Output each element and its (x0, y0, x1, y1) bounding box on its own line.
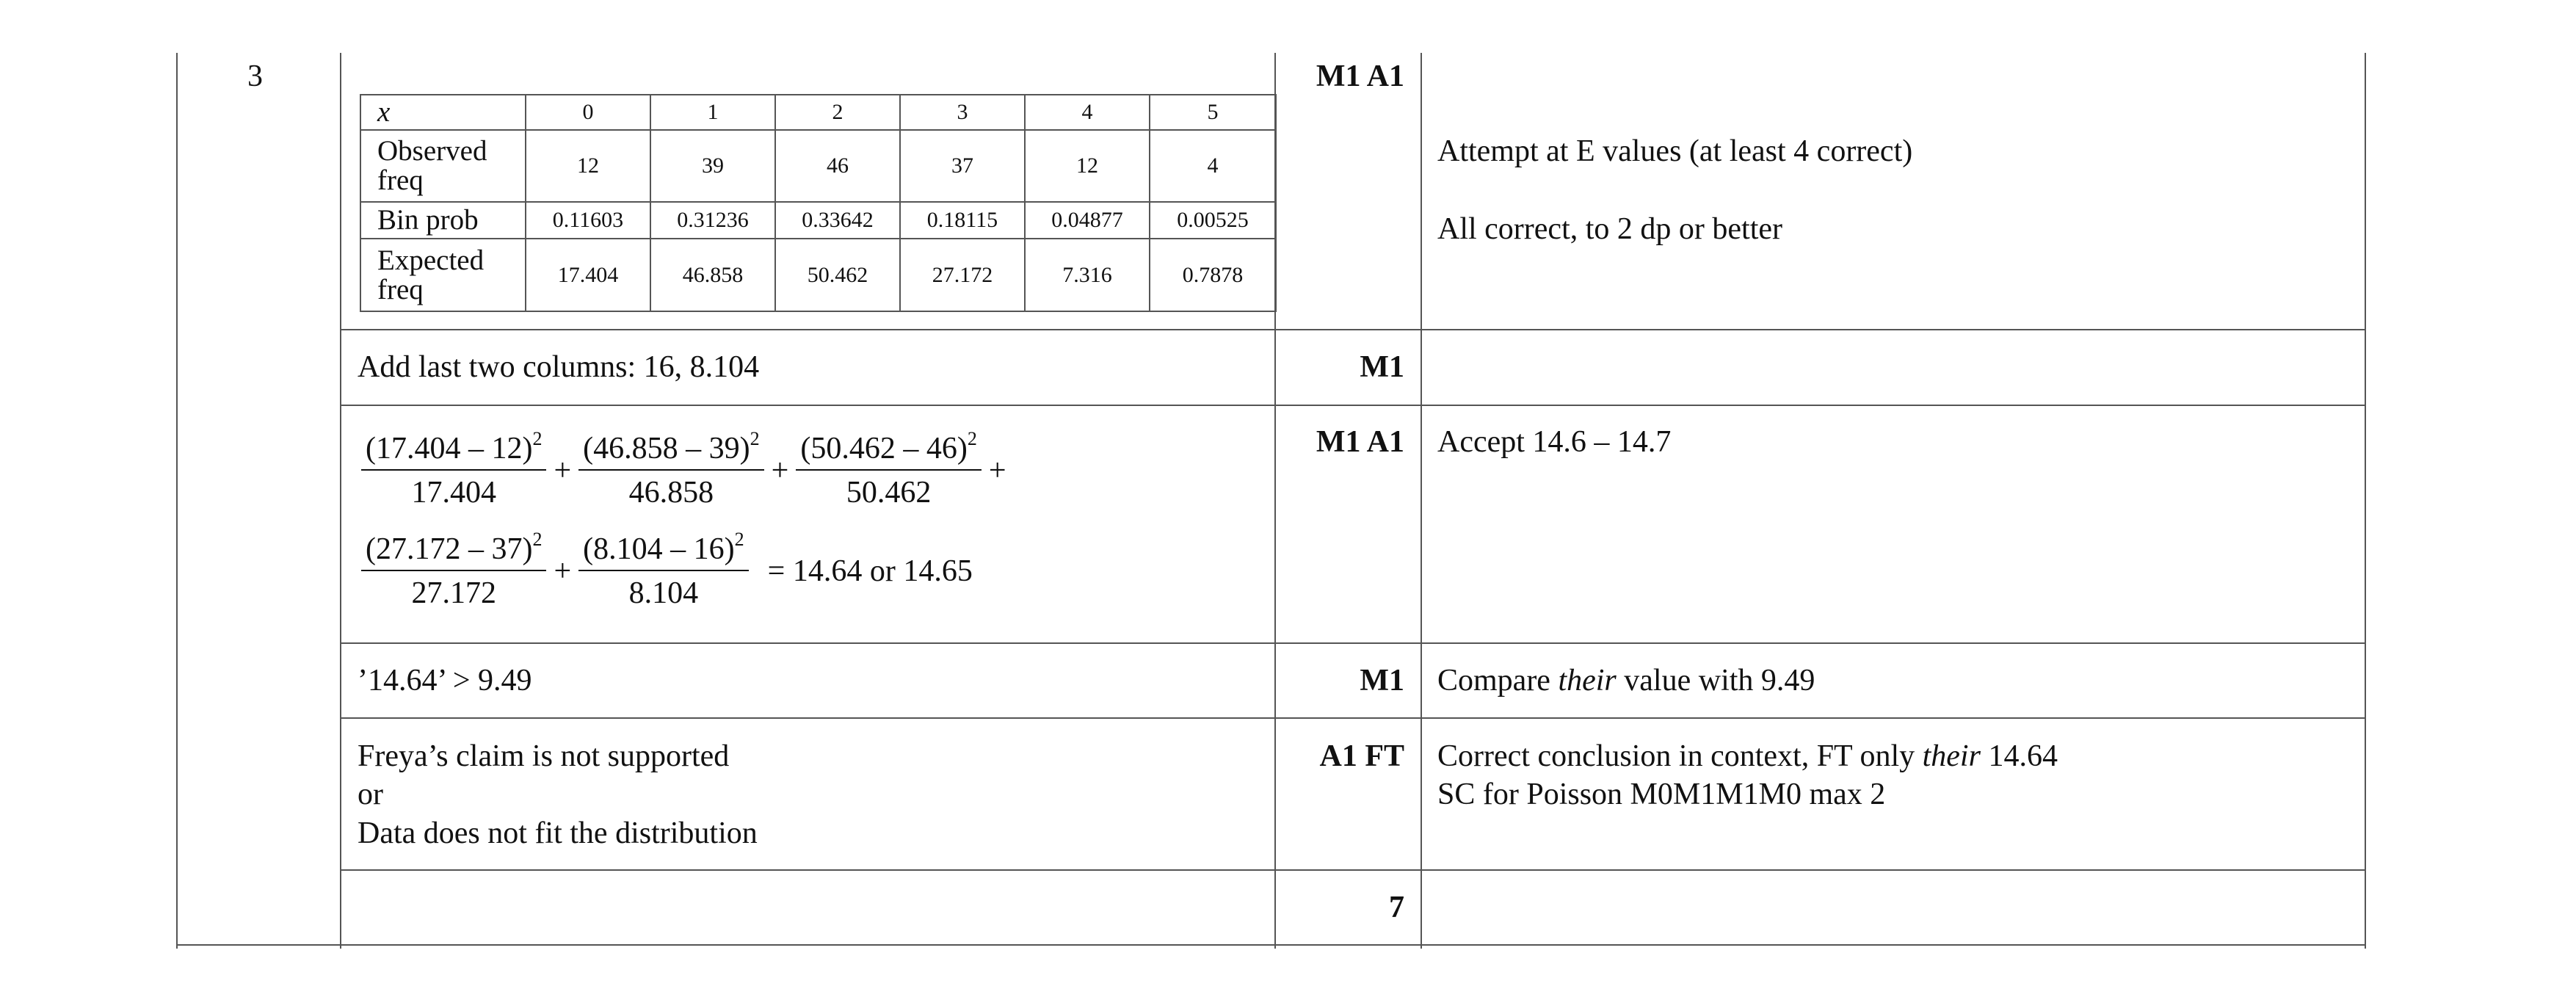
guidance-row-4: Compare their value with 9.49 (1437, 664, 1815, 698)
table-header-row (360, 95, 1276, 130)
answer-row-4: ’14.64’ > 9.49 (358, 664, 532, 698)
guidance-row-5-line-2: SC for Poisson M0M1M1M0 max 2 (1437, 778, 1886, 811)
row-divider-3 (340, 642, 2366, 644)
row-label-bin-prob: Bin prob (360, 202, 526, 239)
chi-squared-line-2: $\frac{(27.172 - 37)^2}{27.172}$ + $\frac{(8.104 - 16)^2}{8.104}$ = 14.64 or 14.65 (360, 530, 979, 612)
answer-row-5-line-1: Freya’s claim is not supported (358, 739, 730, 773)
table-cell: 7.316 (1025, 239, 1150, 311)
table-header-x: x (360, 95, 526, 130)
table-cell: 12 (1025, 130, 1150, 202)
table-cell: 0.31236 (650, 202, 775, 239)
table-cell: 27.172 (900, 239, 1025, 311)
guidance-row-1-line-2: All correct, to 2 dp or better (1437, 212, 1782, 246)
border-bottom (176, 944, 2366, 946)
row-label-expected: Expected freq (360, 239, 526, 311)
table-header-cell: 1 (650, 95, 775, 130)
total-marks: 7 (1389, 891, 1404, 924)
border-right (2365, 53, 2366, 949)
table-cell: 46 (775, 130, 900, 202)
table-cell: 4 (1150, 130, 1276, 202)
fraction-term-4: $\frac{(27.172 - 37)^2}{27.172}$ (361, 530, 546, 612)
answer-row-5-line-3: Data does not fit the distribution (358, 816, 758, 850)
table-cell: 0.00525 (1150, 202, 1276, 239)
table-cell: 17.404 (526, 239, 650, 311)
table-cell: 50.462 (775, 239, 900, 311)
table-cell: 0.18115 (900, 202, 1025, 239)
fraction-term-2: $\frac{(46.858 - 39)^2}{46.858}$ (578, 430, 763, 512)
chi-squared-line-1: $\frac{(17.404 - 12)^2}{17.404}$ + $\frac{(46.858 - 39)^2}{46.858}$ + $\frac{(50.462 - 46)^2}{50.462}$ + (360, 430, 1012, 512)
marks-row-3: M1 A1 (1316, 425, 1404, 459)
divider-marks-col (1421, 53, 1422, 949)
row-divider-4 (340, 717, 2366, 719)
guidance-row-3: Accept 14.6 – 14.7 (1437, 425, 1672, 459)
table-header-cell: 5 (1150, 95, 1276, 130)
row-divider-1 (340, 329, 2366, 330)
chi-squared-result: = 14.64 or 14.65 (767, 554, 973, 588)
marks-row-2: M1 (1360, 350, 1404, 384)
table-cell: 0.04877 (1025, 202, 1150, 239)
marks-row-5: A1 FT (1319, 739, 1404, 773)
guidance-row-1-line-1: Attempt at E values (at least 4 correct) (1437, 134, 1913, 168)
table-header-cell: 4 (1025, 95, 1150, 130)
guidance-row-5-line-1: Correct conclusion in context, FT only their 14.64 (1437, 739, 2058, 773)
table-header-cell: 3 (900, 95, 1025, 130)
row-divider-5 (340, 869, 2366, 871)
frequency-table (360, 94, 1277, 312)
question-number: 3 (247, 59, 263, 93)
table-cell: 0.33642 (775, 202, 900, 239)
fraction-term-5: $\frac{(8.104 - 16)^2}{8.104}$ (578, 530, 748, 612)
answer-row-2: Add last two columns: 16, 8.104 (358, 350, 760, 384)
table-header-cell: 0 (526, 95, 650, 130)
row-label-observed: Observed freq (360, 130, 526, 202)
border-left (176, 53, 178, 949)
table-cell: 39 (650, 130, 775, 202)
fraction-term-3: $\frac{(50.462 - 46)^2}{50.462}$ (796, 430, 981, 512)
table-row-observed (360, 130, 1276, 202)
table-cell: 0.11603 (526, 202, 650, 239)
table-cell: 0.7878 (1150, 239, 1276, 311)
table-row-bin-prob (360, 202, 1276, 239)
table-cell: 37 (900, 130, 1025, 202)
table-cell: 12 (526, 130, 650, 202)
table-row-expected (360, 239, 1276, 311)
marks-row-4: M1 (1360, 664, 1404, 698)
table-cell: 46.858 (650, 239, 775, 311)
marks-row-1: M1 A1 (1316, 59, 1404, 93)
answer-row-5-line-2: or (358, 778, 383, 811)
table-header-cell: 2 (775, 95, 900, 130)
divider-question-col (340, 53, 341, 949)
row-divider-2 (340, 405, 2366, 406)
fraction-term-1: $\frac{(17.404 - 12)^2}{17.404}$ (361, 430, 546, 512)
